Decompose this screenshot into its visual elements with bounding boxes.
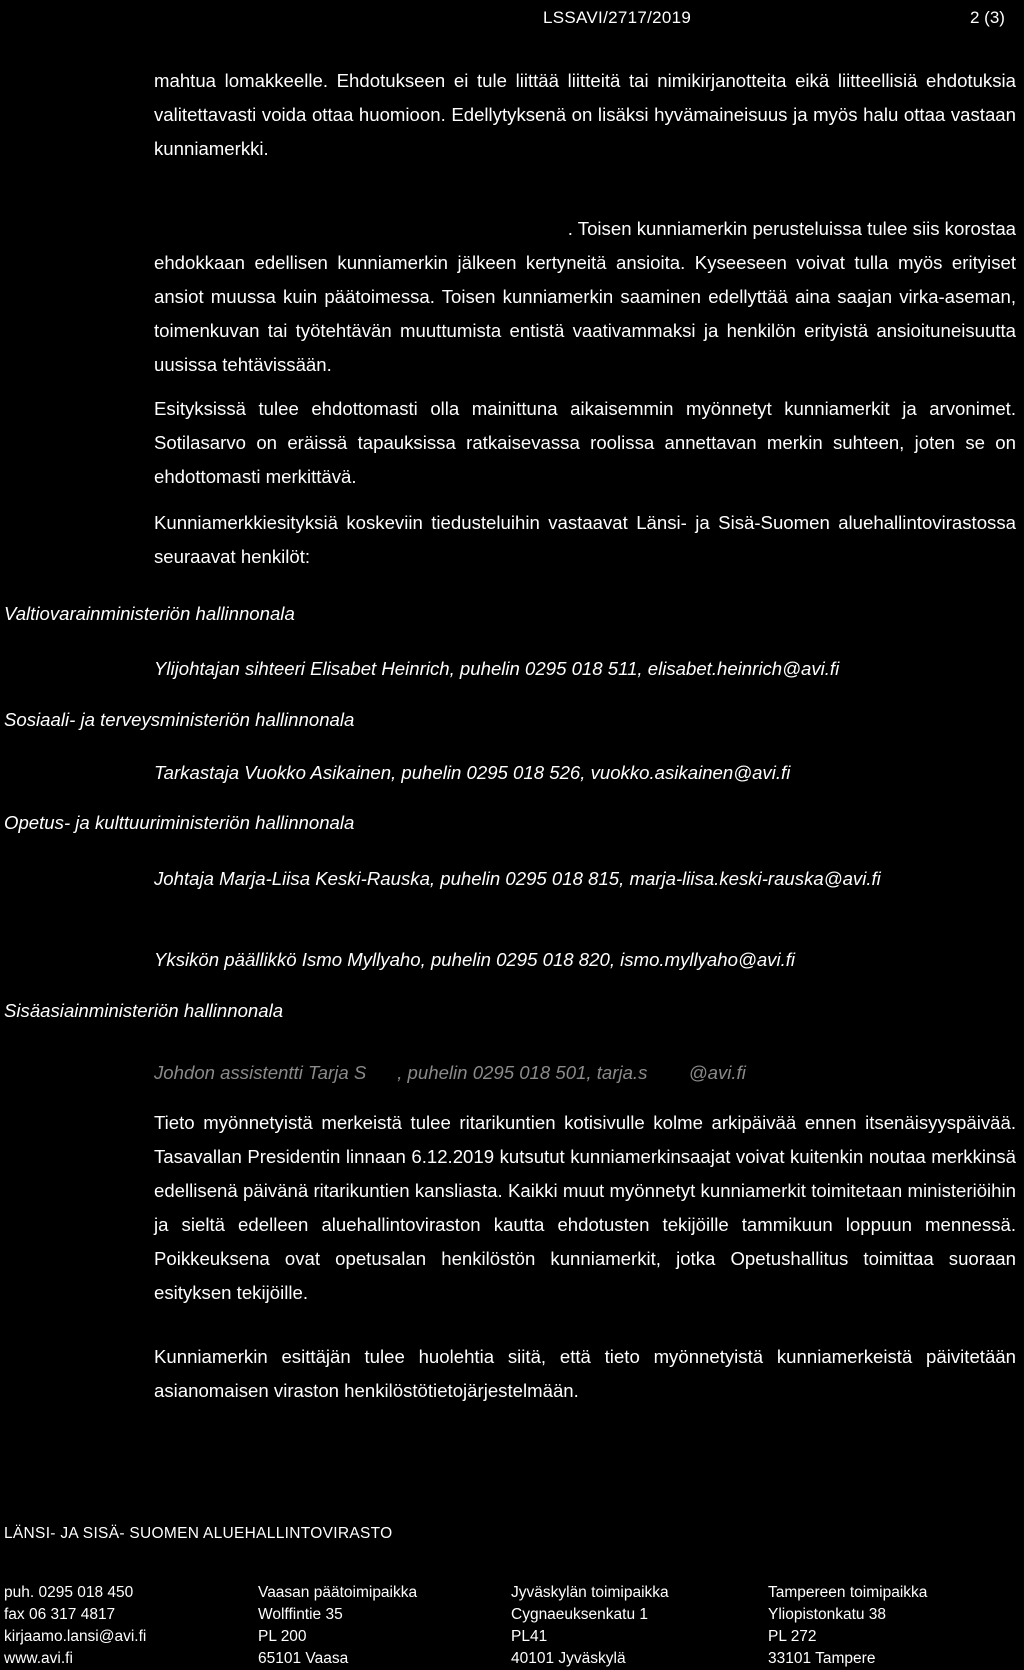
contact-heinrich: Ylijohtajan sihteeri Elisabet Heinrich, puhelin 0295 018 511, elisabet.heinrich@avi.fi	[154, 658, 840, 679]
footer-jyvaskyla-pobox: PL41	[511, 1628, 548, 1645]
footer-tampere-column	[768, 1582, 927, 1670]
heading-opetus-kulttuuriministerio: Opetus- ja kulttuuriministeriön hallinnonala	[4, 812, 355, 833]
paragraph-second-medal-lead: . Toisen kunniamerkin perusteluissa tulee siis korostaa	[567, 218, 1016, 239]
footer-tampere-pobox: PL 272	[768, 1628, 817, 1645]
footer-jyvaskyla-column	[511, 1582, 669, 1670]
footer-contact-column	[4, 1582, 146, 1670]
footer-fax: fax 06 317 4817	[4, 1606, 116, 1623]
contact-asikainen: Tarkastaja Vuokko Asikainen, puhelin 0295 018 526, vuokko.asikainen@avi.fi	[154, 762, 791, 783]
footer-jyvaskyla-postcode: 40101 Jyväskylä	[511, 1650, 626, 1667]
paragraph-previous-honours: Esityksissä tulee ehdottomasti olla mainittuna aikaisemmin myönnetyt kunniamerkit ja arvonimet. Sotilasarvo on eräissä tapauksissa ratkaisevassa roolissa annettavan merkin suhteen, joten se on ehdottomasti merkittävä.	[154, 398, 1016, 487]
paragraph-delivery: Tieto myönnetyistä merkeistä tulee ritarikuntien kotisivulle kolme arkipäivää ennen itsenäisyyspäivää. Tasavallan Presidentin linnaan 6.12.2019 kutsutut kunniamerkinsaajat voivat kuitenkin noutaa merkkinsä edellisenä päivänä ritarikuntien kansliasta. Kaikki muut myönnetyt kunniamerkit toimitetaan ministeriöihin ja sieltä edelleen aluehallintoviraston kautta ehdotusten tekijöille tammikuun loppuun mennessä. Poikkeuksena ovat opetusalan henkilöstön kunniamerkit, jotka Opetushallitus toimittaa suoraan esityksen tekijöille.	[154, 1112, 1016, 1303]
footer-jyvaskyla-street: Cygnaeuksenkatu 1	[511, 1606, 649, 1623]
paragraph-hr-update: Kunniamerkin esittäjän tulee huolehtia siitä, että tieto myönnetyistä kunniamerkeistä päivitetään asianomaisen viraston henkilöstötietojärjestelmään.	[154, 1346, 1016, 1401]
footer-agency-name: LÄNSI- JA SISÄ- SUOMEN ALUEHALLINTOVIRASTO	[4, 1525, 393, 1542]
footer-jyvaskyla-title: Jyväskylän toimipaikka	[511, 1584, 669, 1601]
heading-sosiaali-terveysministerio: Sosiaali- ja terveysministeriön hallinnonala	[4, 709, 355, 730]
footer-vaasa-title: Vaasan päätoimipaikka	[258, 1584, 418, 1601]
paragraph-second-medal: ehdokkaan edellisen kunniamerkin jälkeen kertyneitä ansioita. Kyseeseen voivat tulla myös erityiset ansiot muussa kuin päätoimessa. Toisen kunniamerkin saaminen edellyttää aina saajan virka-aseman, toimenkuvan tai työtehtävän muuttumista entistä vaativammaksi ja henkilön erityistä ansioituneisuutta uusissa tehtävissään.	[154, 252, 1016, 375]
paragraph-requirements: mahtua lomakkeelle. Ehdotukseen ei tule liittää liitteitä tai nimikirjanotteita eikä liitteellisiä ehdotuksia valitettavasti voida ottaa huomioon. Edellytyksenä on lisäksi hyvämaineisuus ja myös halu ottaa vastaan kunniamerkki.	[154, 70, 1016, 159]
page-number: 2 (3)	[970, 8, 1005, 27]
footer-tampere-street: Yliopistonkatu 38	[768, 1606, 887, 1623]
footer-phone: puh. 0295 018 450	[4, 1584, 134, 1601]
footer-tampere-postcode: 33101 Tampere	[768, 1650, 876, 1667]
footer-vaasa-postcode: 65101 Vaasa	[258, 1650, 349, 1667]
document-reference: LSSAVI/2717/2019	[543, 8, 692, 27]
footer-email[interactable]: kirjaamo.lansi@avi.fi	[4, 1628, 147, 1645]
paragraph-contact-intro: Kunniamerkkiesityksiä koskeviin tiedusteluihin vastaavat Länsi- ja Sisä-Suomen aluehallintovirastossa seuraavat henkilöt:	[154, 512, 1016, 567]
footer-vaasa-column	[258, 1582, 417, 1670]
heading-sisaasiainministerio: Sisäasiainministeriön hallinnonala	[4, 1000, 284, 1021]
contact-tarja: Johdon assistentti Tarja S , puhelin 0295 018 501, tarja.s @avi.fi	[154, 1062, 746, 1083]
footer-tampere-title: Tampereen toimipaikka	[768, 1584, 928, 1601]
contact-myllyaho: Yksikön päällikkö Ismo Myllyaho, puhelin 0295 018 820, ismo.myllyaho@avi.fi	[154, 949, 796, 970]
footer-vaasa-pobox: PL 200	[258, 1628, 307, 1645]
contact-keski-rauska: Johtaja Marja-Liisa Keski-Rauska, puhelin 0295 018 815, marja-liisa.keski-rauska@avi.fi	[154, 868, 881, 889]
footer-website[interactable]: www.avi.fi	[4, 1650, 73, 1667]
footer-vaasa-street: Wolffintie 35	[258, 1606, 343, 1623]
heading-valtiovarainministerio: Valtiovarainministeriön hallinnonala	[4, 603, 295, 624]
